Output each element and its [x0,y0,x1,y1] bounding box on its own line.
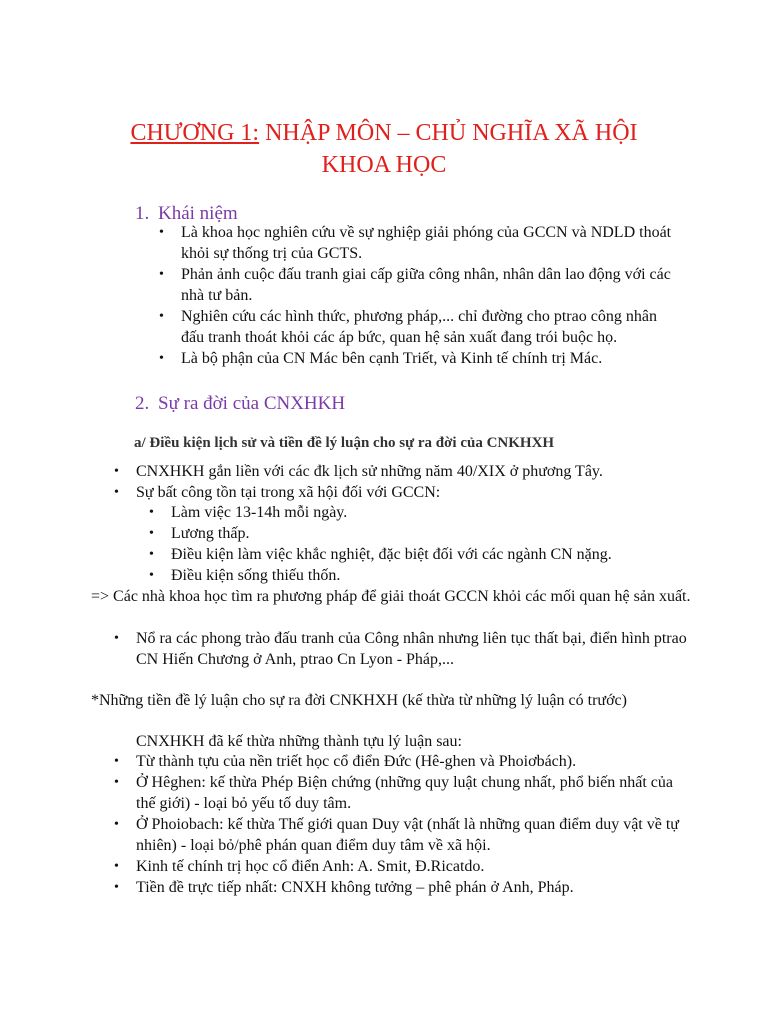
inherit-intro: CNXHKH đã kế thừa những thành tựu lý luận sau: [136,733,462,750]
list-item: • Điều kiện làm việc khắc nghiệt, đặc biệt đối với các ngành CN nặng. [171,544,671,565]
movements-list [136,628,696,670]
list-item: • Phản ảnh cuộc đấu tranh giai cấp giữa công nhân, nhân dân lao động với các nhà tư bản. [181,264,681,306]
list-item: • Là khoa học nghiên cứu về sự nghiệp giải phóng của GCCN và NDLD thoát khỏi sự thống trị của GCTS. [181,222,681,264]
subheading: a/ Điều kiện lịch sử và tiền đề lý luận cho sự ra đời của CNKHXH [134,435,555,451]
premise-paragraph: *Những tiền đề lý luận cho sự ra đời CNKHXH (kế thừa từ những lý luận có trước) [91,692,627,709]
list-item: • Ở Phoiobach: kế thừa Thế giới quan Duy vật (nhất là những quan điểm duy vật về tự nhiên) - loại bỏ/phê phán quan điểm duy tâm về xã hội. [136,814,696,856]
section-number: 1. [135,203,150,224]
list-item: • Sự bất công tồn tại trong xã hội đối với GCCN: [136,482,696,503]
section-heading-text: Sự ra đời của CNXHKH [158,393,346,414]
section-heading-text: Khái niệm [158,203,238,224]
list-item: • Ở Hêghen: kế thừa Phép Biện chứng (những quy luật chung nhất, phổ biến nhất của thế giới) - loại bỏ yếu tố duy tâm. [136,772,696,814]
list-item: • Kinh tế chính trị học cổ điển Anh: A. Smit, Đ.Ricatdo. [136,856,696,877]
list-item: • Tiền đề trực tiếp nhất: CNXH không tưởng – phê phán ở Anh, Pháp. [136,877,696,898]
section-number: 2. [135,393,150,414]
chapter-label: CHƯƠNG 1: [130,120,260,146]
list-item: • Là bộ phận của CN Mác bên cạnh Triết, và Kinh tế chính trị Mác. [181,348,681,369]
list-item: • Từ thành tựu của nền triết học cổ điển Đức (Hê-ghen và Phoiơbách). [136,751,696,772]
list-item: • Điều kiện sống thiếu thốn. [171,565,671,586]
injustice-sublist [171,502,671,586]
list-item: • CNXHKH gắn liền với các đk lịch sử những năm 40/XIX ở phương Tây. [136,461,696,482]
chapter-title [0,117,768,181]
chapter-title-line2: KHOA HỌC [321,152,447,178]
list-item: • Nghiên cứu các hình thức, phương pháp,... chỉ đường cho ptrao công nhân đấu tranh thoát khỏi các áp bức, quan hệ sản xuất đang trói buộc họ. [181,306,681,348]
concept-list [181,222,681,369]
chapter-title-text: NHẬP MÔN – CHỦ NGHĨA XÃ HỘI [259,120,638,146]
list-item: • Làm việc 13-14h mỗi ngày. [171,502,671,523]
conclusion-paragraph: => Các nhà khoa học tìm ra phương pháp để giải thoát GCCN khỏi các mối quan hệ sản xuất. [91,588,691,605]
section-heading-2 [135,392,345,416]
list-item: • Lương thấp. [171,523,671,544]
list-item: • Nổ ra các phong trào đấu tranh của Công nhân nhưng liên tục thất bại, điển hình ptrao CN Hiến Chương ở Anh, ptrao Cn Lyon - Pháp,... [136,628,696,670]
conditions-list [136,461,696,503]
inheritance-list [136,751,696,898]
